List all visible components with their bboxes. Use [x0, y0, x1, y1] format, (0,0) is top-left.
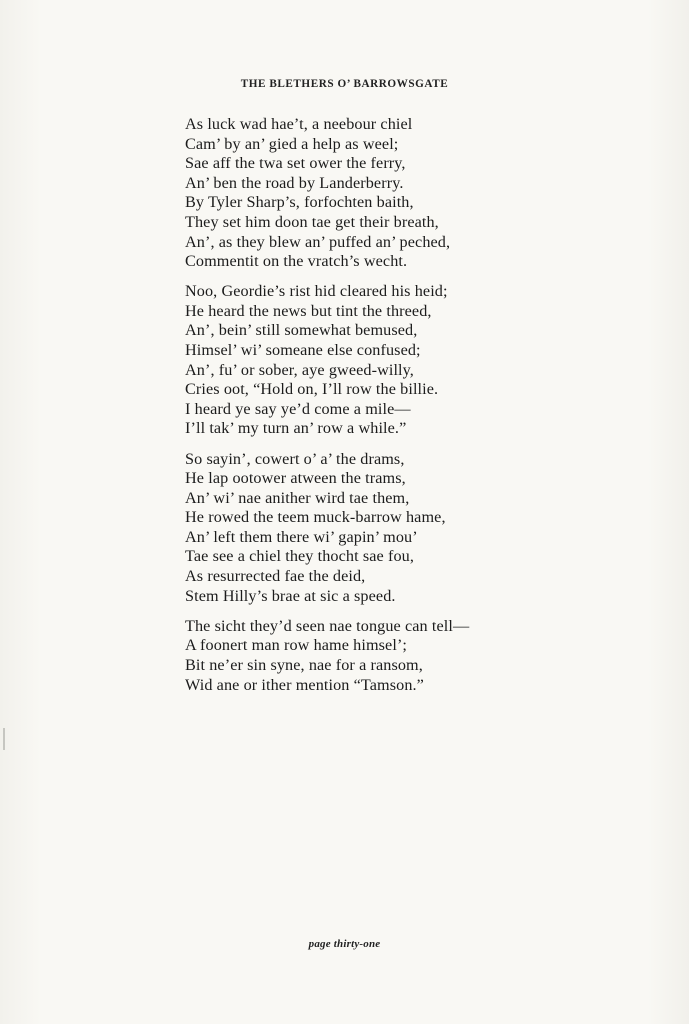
- poem-line: An’ wi’ nae anither wird tae them,: [185, 488, 410, 507]
- poem-line: Cam’ by an’ gied a help as weel;: [185, 134, 399, 153]
- poem-line: I heard ye say ye’d come a mile—: [185, 399, 411, 418]
- poem-line: So sayin’, cowert o’ a’ the drams,: [185, 449, 405, 468]
- running-head: THE BLETHERS O’ BARROWSGATE: [240, 78, 449, 90]
- poem-line: Wid ane or ither mention “Tamson.”: [185, 675, 424, 694]
- poem-line: An’, fu’ or sober, aye gweed-willy,: [185, 360, 414, 379]
- stanza-3: [185, 450, 645, 607]
- poem-line: Noo, Geordie’s rist hid cleared his heid;: [185, 282, 448, 301]
- poem-line: An’, as they blew an’ puffed an’ peched,: [185, 232, 451, 251]
- poem-line: An’, bein’ still somewhat bemused,: [185, 321, 418, 340]
- poem-line: He heard the news but tint the threed,: [185, 301, 432, 320]
- poem-line: He rowed the teem muck-barrow hame,: [185, 508, 446, 527]
- poem-line: Bit ne’er sin syne, nae for a ransom,: [185, 655, 423, 674]
- poem-line: By Tyler Sharp’s, forfochten baith,: [185, 193, 414, 212]
- poem-line: A foonert man row hame himsel’;: [185, 636, 408, 655]
- poem-line: Commentit on the vratch’s wecht.: [185, 252, 408, 271]
- poem-line: As luck wad hae’t, a neebour chiel: [185, 115, 413, 133]
- bleed-through-text: [170, 690, 550, 890]
- poem-line: Tae see a chiel they thocht sae fou,: [185, 547, 414, 566]
- poem-line: The sicht they’d seen nae tongue can tell—: [185, 616, 470, 635]
- poem-line: I’ll tak’ my turn an’ row a while.”: [185, 419, 407, 438]
- poem-line: An’ left them there wi’ gapin’ mou’: [185, 527, 418, 546]
- poem-body: [185, 115, 645, 706]
- poem-line: Sae aff the twa set ower the ferry,: [185, 154, 406, 173]
- poem-line: Stem Hilly’s brae at sic a speed.: [185, 586, 396, 605]
- poem-line: An’ ben the road by Landerberry.: [185, 173, 404, 192]
- stanza-2: [185, 282, 645, 439]
- page-number: page thirty-one: [308, 938, 381, 950]
- poem-line: Himsel’ wi’ someane else confused;: [185, 341, 421, 360]
- page-edge-mark: [3, 728, 5, 750]
- poem-line: They set him doon tae get their breath,: [185, 212, 439, 231]
- stanza-4: [185, 617, 645, 695]
- poem-line: As resurrected fae the deid,: [185, 567, 366, 586]
- poem-line: Cries oot, “Hold on, I’ll row the billie.: [185, 380, 439, 399]
- stanza-1: [185, 115, 645, 272]
- poem-line: He lap ootower atween the trams,: [185, 469, 406, 488]
